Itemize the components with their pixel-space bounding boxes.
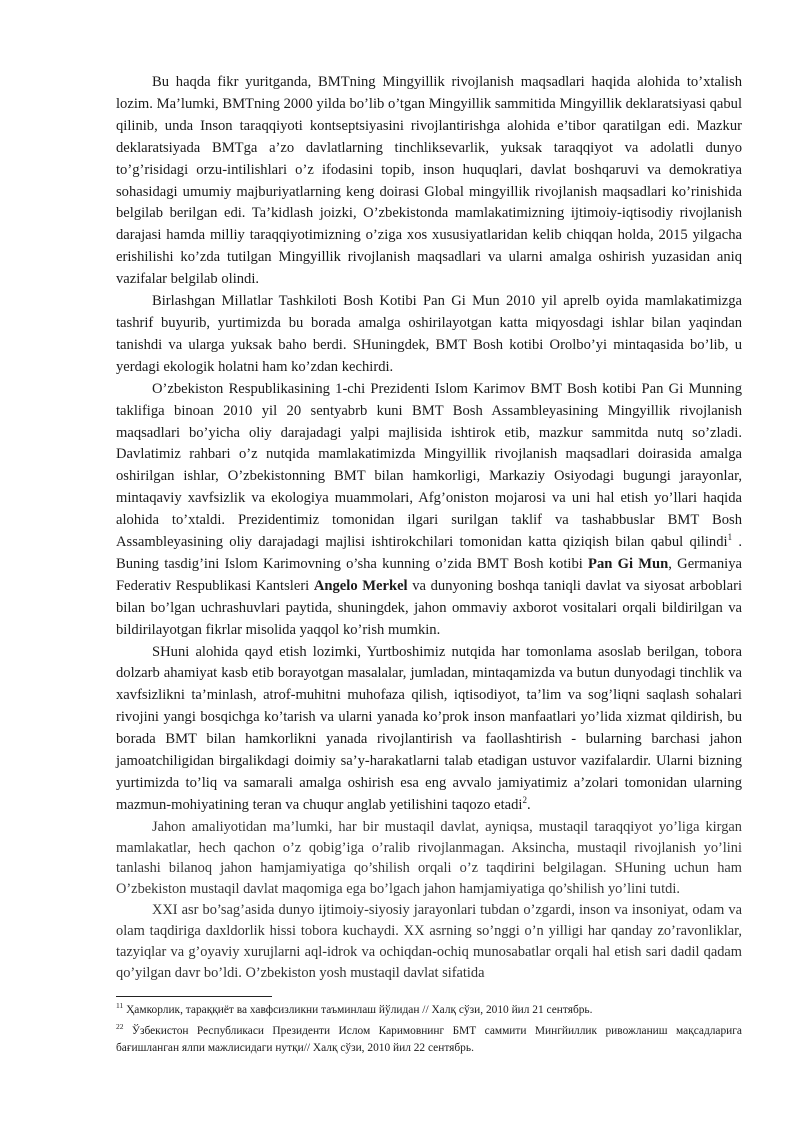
text-segment: . Buning tasdig’ini Islom Karimovning o’sha kunning o’zida BMT Bosh kotibi [116,534,742,572]
footnote-ref-1[interactable]: 1 [727,532,733,543]
footnote-divider [116,996,272,997]
paragraph-world-practice: Jahon amaliyotidan ma’lumki, har bir mustaqil davlat, ayniqsa, mustaqil taraqqiyot yo’liga kirgan mamlakatlar, hech qachon o’z qobig’iga o’ralib rivojlanmagan. Aksincha, mustaqil rivojlanish yo’lini tanlashi bilanoq jahon hamjamiyatiga qo’shilish orqali o’z taqdirini belgilagan. SHuning uchun ham O’zbekiston mustaqil davlat maqomiga ega bo’lgach jahon hamjamiyatiga qo’shilish yo’lini tutdi. [116,818,742,898]
paragraph-mdg-intro: Bu haqda fikr yuritganda, BMTning Mingyillik rivojlanish maqsadlari haqida alohida to’xtalish lozim. Ma’lumki, BMTning 2000 yilda bo’lib o’tgan Mingyillik sammitida Mingyillik deklaratsiyasi qabul qilinib, unda Inson taraqqiyoti kontseptsiyasini rivojlantirishga alohida e’tibor qaratilgan edi. Mazkur deklaratsiyada BMTga a’zo davlatlarning tinchliksevarlik, yuksak taraqqiyot va adolatli dunyo to’g’risidagi orzu-intilishlari o’z ifodasini topib, inson huquqlari, davlat boshqaruvi va demokratiya sohasidagi umumiy majburiyatlarning keng doirasi Global mingyillik rivojlanish maqsadlari ko’rinishida belgilab berilgan edi. Ta’kidlash joizki, O’zbekistonda mamlakatimizning ijtimoiy-iqtisodiy rivojlanish darajasi hamda milliy taraqqiyotimizning o’ziga xos xususiyatlaridan kelib chiqqan holda, 2015 yilgacha erishilishi ko’zda tutilgan Mingyillik rivojlanish maqsadlari va ularni amalga oshirish yuzasidan aniq vazifalar belgilab olindi. [116,74,742,288]
text-segment: va dunyoning boshqa taniqli davlat va siyosat arboblari bilan bo’lgan uchrashuvlari paytida, shuningdek, jahon ommaviy axborot vositalari orqali bildirilgan va bildirilayotgan fikrlar misolida yaqqol ko’rish mumkin. [116,577,743,638]
footnotes [116,1002,742,1061]
paragraph-ban-ki-moon-visit: Birlashgan Millatlar Tashkiloti Bosh Kotibi Pan Gi Mun 2010 yil aprelb oyida mamlakatimizga tashrif buyurib, yurtimizda bu borada amalga oshirilayotgan katta miqyosdagi ishlar bilan yaqindan tanishdi va ularga yuksak baho berdi. SHuningdek, BMT Bosh kotibi Orolbo’yi mintaqasida bo’lib, u yerdagi ekologik holatni ham ko’zdan kechirdi. [116,293,742,375]
text-segment: . [526,796,531,813]
text-segment: , Germaniya Federativ Respublikasi Kantsleri [116,555,742,594]
footnote-text: Ҳамкорлик, тараққиёт ва хавфсизликни таъминлаш йўлидан // Халқ сўзи, 2010 йил 21 сентябрь. [123,1004,593,1016]
bold-name: Angelo Merkel [313,577,408,594]
paragraph-priorities [116,642,742,817]
footnote-mark: 22 [116,1021,124,1031]
text-segment: O’zbekiston Respublikasining 1-chi Prezidenti Islom Karimov BMT Bosh kotibi Pan Gi Munning taklifiga binoan 2010 yil 20 sentyabrb kuni BMT Bosh Assambleyasining Mingyillik rivojlanish maqsadlari bo’yicha oliy darajadagi yalpi majlisida ishtirok etib, mazkur sammitda nutq so’zladi. Davlatimiz rahbari o’z nutqida mamlakatimizda Mingyillik rivojlanish maqsadlari doirasida amalga oshirilgan ishlar, O’zbekistonning BMT bilan hamkorligi, Markaziy Osiyodagi bugungi jarayonlar, mintaqaviy xavfsizlik va ekologiya muammolari, Afg’oniston mojarosi va uni hal etish yo’llari haqida alohida to’xtaldi. Prezidentimiz tomonidan ilgari surilgan taklif va tashabbuslar BMT Bosh Assambleyasining oliy darajadagi majlisi ishtirokchilari tomonidan katta qiziqish bilan qabul qilindi [116,380,742,551]
footnote-item [116,1023,742,1058]
text-segment: SHuni alohida qayd etish lozimki, Yurtboshimiz nutqida har tomonlama asoslab berilgan, tobora dolzarb ahamiyat kasb etib borayotgan masalalar, jumladan, mintaqamizda va butun dunyodagi tinchlik va xavfsizlikni ta’minlash, atrof-muhitni muhofaza qilish, iqtisodiyot, ta’lim va sog’liqni saqlash sohalari rivojini yangi bosqichga ko’tarish va ularni yanada ko’prok inson manfaatlari yo’lida xizmat qildirish, bu borada BMT bilan hamkorlikni yanada rivojlantirish va faollashtirish - bularning barchasi jahon jamoatchiligidan birgalikdagi doimiy sa’y-harakatlarni talab etadigan ustuvor vazifalardir. Ularni bizning yurtimizda to’liq va samarali amalga oshirish esa eng avvalo jamiyatimiz a’zolari tomonidan ularning mazmun-mohiyatining teran va chuqur anglab yetilishini taqozo etadi [116,643,742,813]
bold-name: Pan Gi Mun [588,555,669,572]
footnote-text: Ўзбекистон Республикаси Президенти Ислом Каримовнинг БМТ саммити Мингйиллик ривожланиш мақсадларига бағишланган ялпи мажлисидаги нутқи// Халқ сўзи, 2010 йил 22 сентябрь. [116,1024,742,1054]
paragraph-21st-century: XXI asr bo’sag’asida dunyo ijtimoiy-siyosiy jarayonlari tubdan o’zgardi, inson va insoniyat, odam va olam taqdiriga daxldorlik hissi tobora kuchaydi. XX asrning so’nggi o’n yilligi har qanday zo’ravonliklar, tazyiqlar va g’oyaviy xurujlarni aql-idrok va ochiqdan-ochiq munosabatlar orqali hal etish sari dadil qadam qo’yilgan davr bo’ldi. O’zbekiston yosh mustaqil davlat sifatida [116,902,742,981]
body-text [116,72,742,984]
footnote-ref-2[interactable]: 2 [522,795,527,806]
footnote-mark: 11 [116,1001,124,1011]
paragraph-karimov-speech [116,379,742,642]
footnote-item [116,1002,742,1020]
